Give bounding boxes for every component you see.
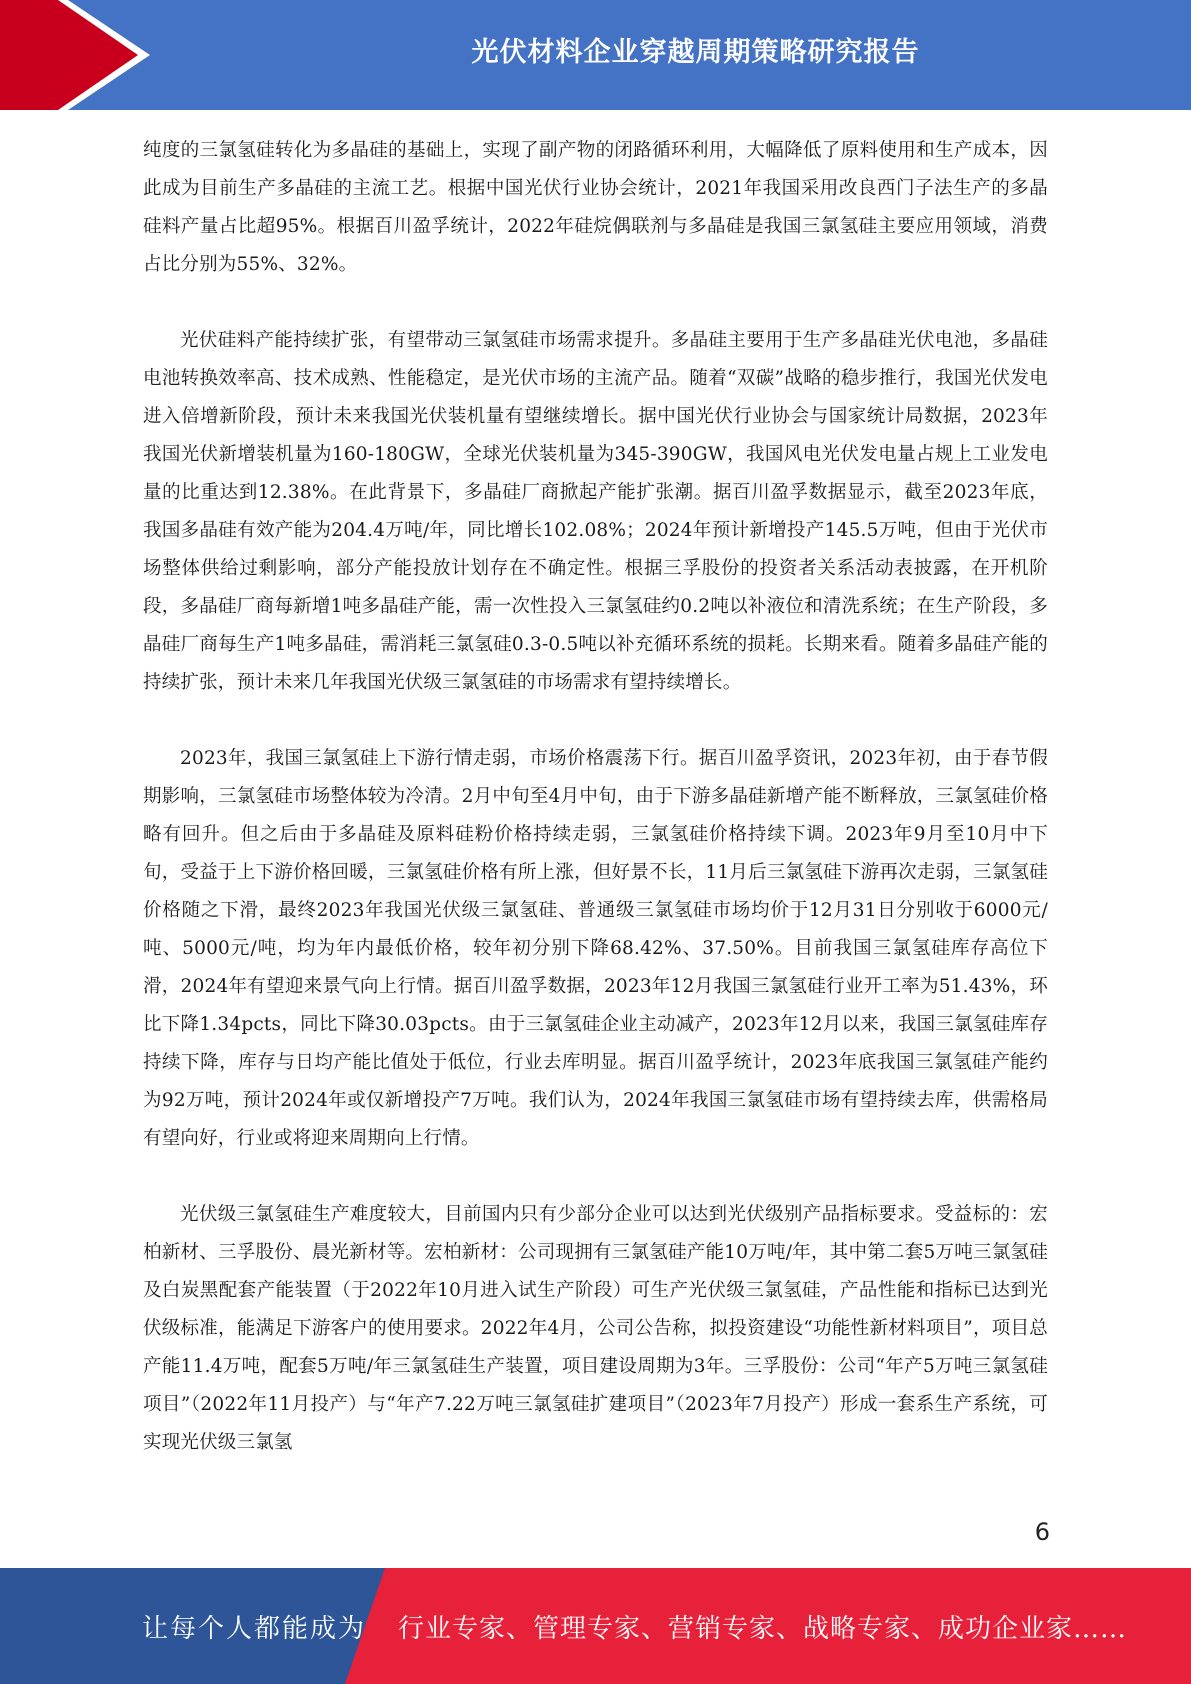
paragraph-1: 纯度的三氯氢硅转化为多晶硅的基础上，实现了副产物的闭路循环利用，大幅降低了原料使用和生产成本，因此成为目前生产多晶硅的主流工艺。根据中国光伏行业协会统计，2021年我国采用改良西门子法生产的多晶硅料产量占比超95%。根据百川盈孚统计，2022年硅烷偶联剂与多晶硅是我国三氯氢硅主要应用领域，消费占比分别为55%、32%。: [143, 140, 1048, 275]
paragraph-4: 光伏级三氯氢硅生产难度较大，目前国内只有少部分企业可以达到光伏级别产品指标要求。受益标的：宏柏新材、三孚股份、晨光新材等。宏柏新材：公司现拥有三氯氢硅产能10万吨/年，其中第二套5万吨三氯氢硅及白炭黑配套产能装置（于2022年10月进入试生产阶段）可生产光伏级三氯氢硅，产品性能和指标已达到光伏级标准，能满足下游客户的使用要求。2022年4月，公司公告称，拟投资建设“功能性新材料项目”，项目总产能11.4万吨，配套5万吨/年三氯氢硅生产装置，项目建设周期为3年。三孚股份：公司“年产5万吨三氯氢硅项目”（2022年11月投产）与“年产7.22万吨三氯氢硅扩建项目”（2023年7月投产）形成一套系生产系统，可实现光伏级三氯氢: [143, 1204, 1048, 1453]
footer-slogan-left: 让每个人都能成为: [142, 1613, 367, 1644]
page-footer: [0, 1568, 1191, 1684]
report-title: 光伏材料企业穿越周期策略研究报告: [471, 36, 920, 68]
footer-slogan-right: 行业专家、管理专家、营销专家、战略专家、成功企业家……: [398, 1613, 1128, 1644]
page-header: [0, 0, 1191, 110]
paragraph-2: 光伏硅料产能持续扩张，有望带动三氯氢硅市场需求提升。多晶硅主要用于生产多晶硅光伏电池，多晶硅电池转换效率高、技术成熟、性能稳定，是光伏市场的主流产品。随着“双碳”战略的稳步推行，我国光伏发电进入倍增新阶段，预计未来我国光伏装机量有望继续增长。据中国光伏行业协会与国家统计局数据，2023年我国光伏新增装机量为160-180GW，全球光伏装机量为345-390GW，我国风电光伏发电量占规上工业发电量的比重达到12.38%。在此背景下，多晶硅厂商掀起产能扩张潮。据百川盈孚数据显示，截至2023年底，我国多晶硅有效产能为204.4万吨/年，同比增长102.08%；2024年预计新增投产145.5万吨，但由于光伏市场整体供给过剩影响，部分产能投放计划存在不确定性。根据三孚股份的投资者关系活动表披露，在开机阶段，多晶硅厂商每新增1吨多晶硅产能，需一次性投入三氯氢硅约0.2吨以补液位和清洗系统；在生产阶段，多晶硅厂商每生产1吨多晶硅，需消耗三氯氢硅0.3-0.5吨以补充循环系统的损耗。长期来看。随着多晶硅产能的持续扩张，预计未来几年我国光伏级三氯氢硅的市场需求有望持续增长。: [143, 330, 1048, 693]
article-body: [143, 132, 1048, 1500]
page-number: 6: [1034, 1518, 1050, 1546]
paragraph-3: 2023年，我国三氯氢硅上下游行情走弱，市场价格震荡下行。据百川盈孚资讯，2023年初，由于春节假期影响，三氯氢硅市场整体较为冷清。2月中旬至4月中旬，由于下游多晶硅新增产能不断释放，三氯氢硅价格略有回升。但之后由于多晶硅及原料硅粉价格持续走弱，三氯氢硅价格持续下调。2023年9月至10月中下旬，受益于上下游价格回暖，三氯氢硅价格有所上涨，但好景不长，11月后三氯氢硅下游再次走弱，三氯氢硅价格随之下滑，最终2023年我国光伏级三氯氢硅、普通级三氯氢硅市场均价于12月31日分别收于6000元/吨、5000元/吨，均为年内最低价格，较年初分别下降68.42%、37.50%。目前我国三氯氢硅库存高位下滑，2024年有望迎来景气向上行情。据百川盈孚数据，2023年12月我国三氯氢硅行业开工率为51.43%，环比下降1.34pcts，同比下降30.03pcts。由于三氯氢硅企业主动减产，2023年12月以来，我国三氯氢硅库存持续下降，库存与日均产能比值处于低位，行业去库明显。据百川盈孚统计，2023年底我国三氯氢硅产能约为92万吨，预计2024年或仅新增投产7万吨。我们认为，2024年我国三氯氢硅市场有望持续去库，供需格局有望向好，行业或将迎来周期向上行情。: [143, 748, 1048, 1149]
